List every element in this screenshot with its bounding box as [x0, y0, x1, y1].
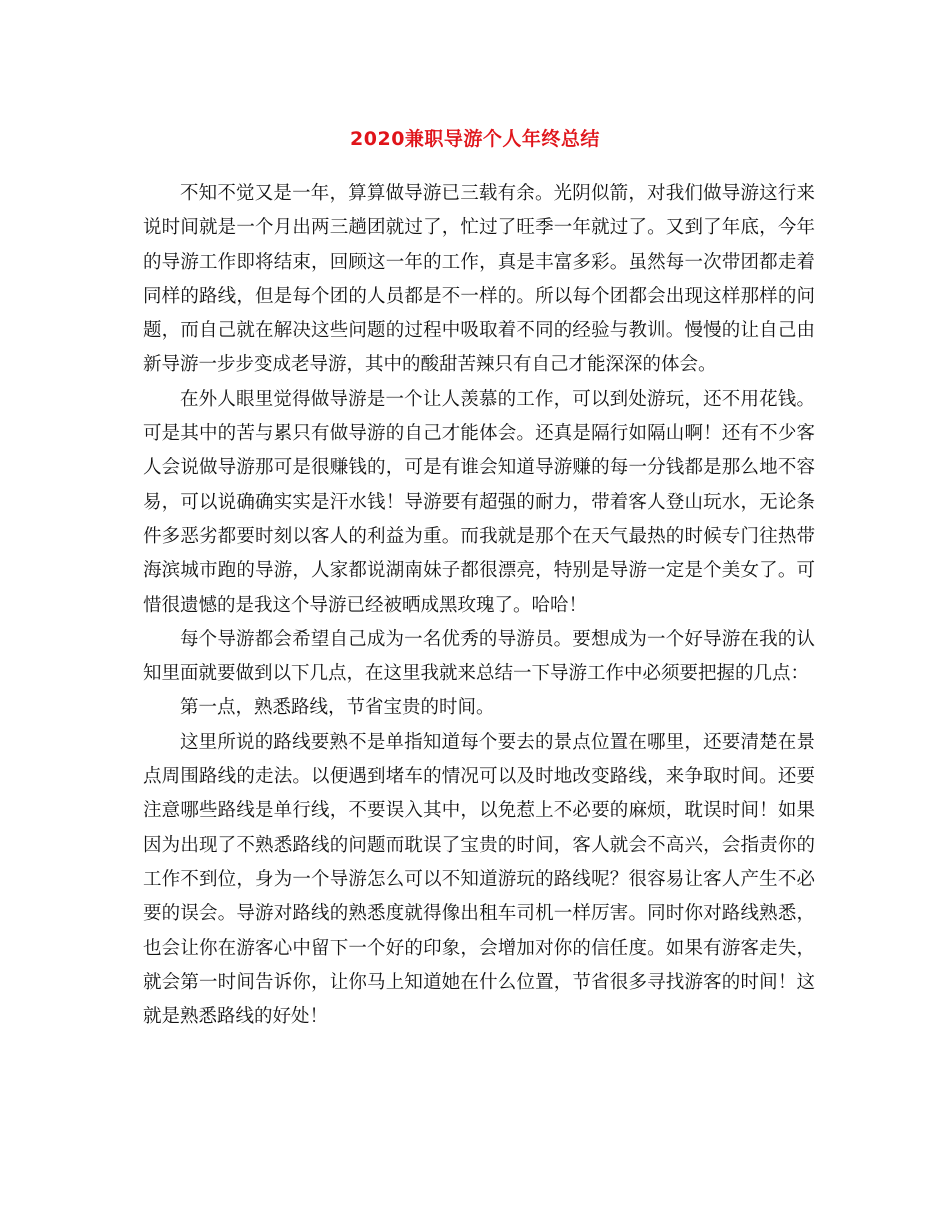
paragraph-route-familiarity: 这里所说的路线要熟不是单指知道每个要去的景点位置在哪里，还要清楚在景点周围路线的走法。以便遇到堵车的情况可以及时地改变路线，来争取时间。还要注意哪些路线是单行线，不要误入其中，以免惹上不必要的麻烦，耽误时间！如果因为出现了不熟悉路线的问题而耽误了宝贵的时间，客人就会不高兴，会指责你的工作不到位，身为一个导游怎么可以不知道游玩的路线呢？很容易让客人产生不必要的误会。导游对路线的熟悉度就得像出租车司机一样厉害。同时你对路线熟悉，也会让你在游客心中留下一个好的印象，会增加对你的信任度。如果有游客走失，就会第一时间告诉你，让你马上知道她在什么位置，节省很多寻找游客的时间！这就是熟悉路线的好处！	[143, 731, 815, 1028]
paragraph-excellent-guide: 每个导游都会希望自己成为一名优秀的导游员。要想成为一个好导游在我的认知里面就要做到以下几点，在这里我就来总结一下导游工作中必须要把握的几点：	[143, 628, 815, 685]
paragraph-point-one-heading: 第一点，熟悉路线，节省宝贵的时间。	[180, 697, 495, 719]
document-title: 2020兼职导游个人年终总结	[350, 128, 600, 150]
paragraph-intro: 不知不觉又是一年，算算做导游已三载有余。光阴似箭，对我们做导游这行来说时间就是一个月出两三趟团就过了，忙过了旺季一年就过了。又到了年底，今年的导游工作即将结束，回顾这一年的工作，真是丰富多彩。虽然每一次带团都走着同样的路线，但是每个团的人员都是不一样的。所以每个团都会出现这样那样的问题，而自己就在解决这些问题的过程中吸取着不同的经验与教训。慢慢的让自己由新导游一步步变成老导游，其中的酸甜苦辣只有自己才能深深的体会。	[143, 183, 815, 376]
document-body	[143, 177, 815, 1034]
paragraph-outsider-view: 在外人眼里觉得做导游是一个让人羡慕的工作，可以到处游玩，还不用花钱。可是其中的苦与累只有做导游的自己才能体会。还真是隔行如隔山啊！还有不少客人会说做导游那可是很赚钱的，可是有谁会知道导游赚的每一分钱都是那么地不容易，可以说确确实实是汗水钱！导游要有超强的耐力，带着客人登山玩水，无论条件多恶劣都要时刻以客人的利益为重。而我就是那个在天气最热的时候专门往热带海滨城市跑的导游，人家都说湖南妹子都很漂亮，特别是导游一定是个美女了。可惜很遗憾的是我这个导游已经被晒成黑玫瑰了。哈哈！	[143, 388, 815, 616]
